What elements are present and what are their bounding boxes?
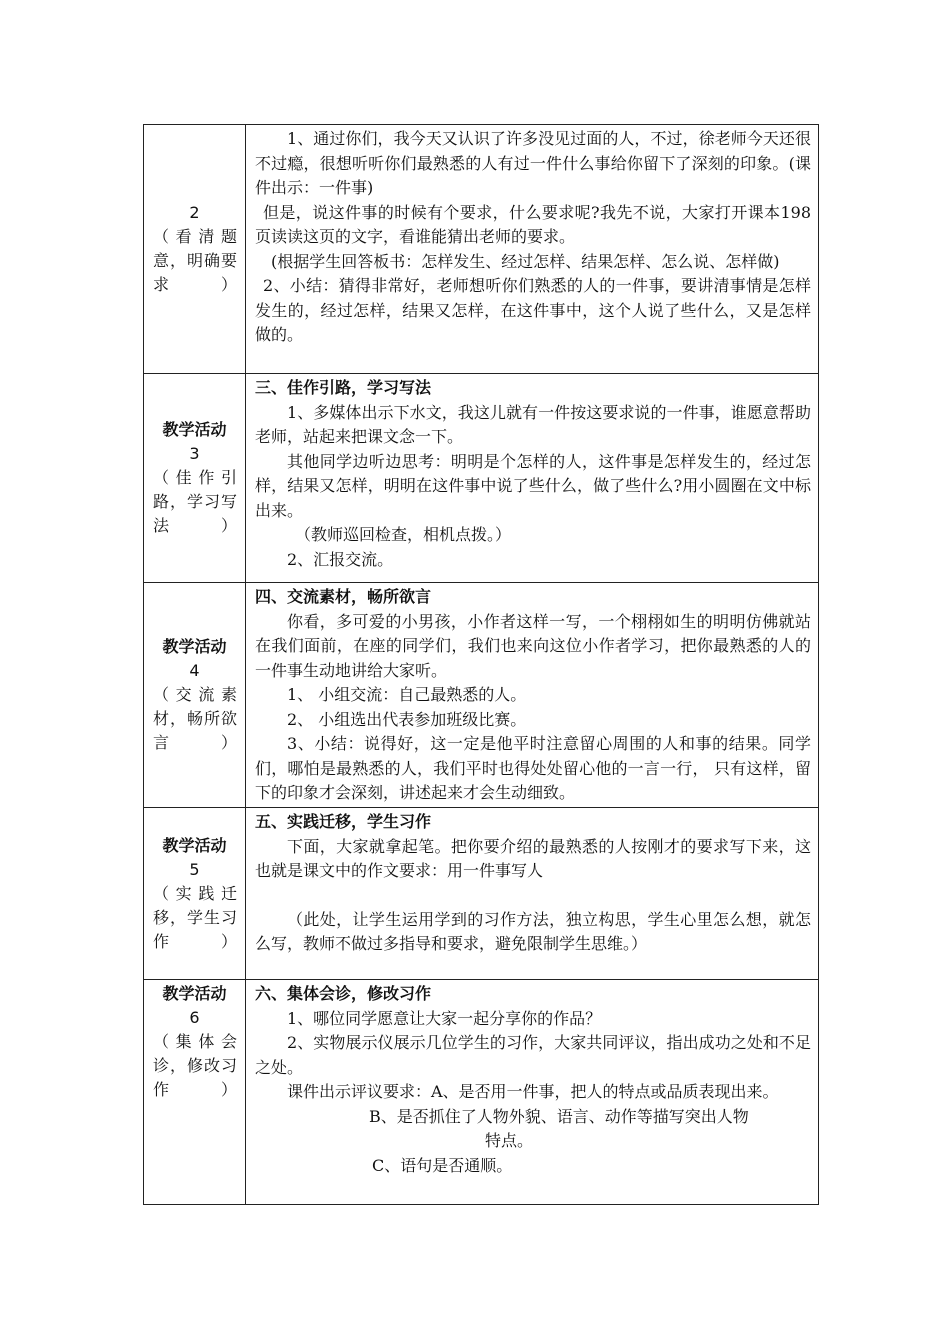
section-heading: 五、实践迁移，学生习作: [255, 812, 432, 831]
paragraph: 其他同学边听边思考：明明是个怎样的人，这件事是怎样发生的，经过怎样，结果又怎样，明明在这件事中说了些什么，做了些什么?用小圆圈在文中标出来。: [255, 451, 811, 520]
table-row: [144, 374, 819, 583]
paragraph: 你看，多可爱的小男孩，小作者这样一写，一个栩栩如生的明明仿佛就站在我们面前，在座的同学们，我们也来向这位小作者学习，把你最熟悉的人的一件事生动地讲给大家听。: [255, 611, 811, 680]
table-row: [144, 583, 819, 808]
activity-subtitle: （集体会诊，修改习作）: [153, 1032, 237, 1099]
paragraph: （教师巡回检查，相机点拨。）: [295, 525, 512, 544]
activity-label: 教学活动: [162, 984, 227, 1003]
activity-subtitle: （佳作引路，学习写法）: [153, 468, 237, 535]
activity-subtitle: （交流素材，畅所欲言）: [153, 685, 237, 752]
activity-content-cell: [246, 125, 819, 374]
section-heading: 六、集体会诊，修改习作: [255, 984, 432, 1003]
activity-label-cell: [144, 980, 246, 1205]
spacer: [255, 884, 811, 908]
paragraph: 2、汇报交流。: [287, 549, 394, 569]
paragraph: 3、小结：说得好，这一定是他平时注意留心周围的人和事的结果。同学们，哪怕是最熟悉的人，我们平时也得处处留心他的一言一行， 只有这样，留下的印象才会深刻，讲述起来才会生动细致。: [255, 734, 811, 802]
activity-subtitle: （看清题意，明确要求）: [153, 227, 237, 294]
criterion-c: C、语句是否通顺。: [372, 1155, 513, 1175]
activity-label-cell: [144, 583, 246, 808]
activity-subtitle: （实践迁移，学生习作）: [153, 883, 237, 951]
activity-label: 教学活动: [162, 835, 227, 855]
table-row: [144, 980, 819, 1205]
table-row: [144, 808, 819, 980]
activity-content-cell: [246, 374, 819, 583]
paragraph: 课件出示评议要求：A、是否用一件事，把人的特点或品质表现出来。: [287, 1082, 779, 1101]
section-heading: 三、佳作引路，学习写法: [255, 378, 432, 397]
criterion-b: B、是否抓住了人物外貌、语言、动作等描写突出人物: [369, 1106, 749, 1126]
activity-label: 教学活动: [162, 420, 227, 439]
paragraph: 下面，大家就拿起笔。把你要介绍的最熟悉的人按刚才的要求写下来，这也就是课文中的作文要求：用一件事写人: [255, 836, 811, 880]
activity-number: 2: [189, 203, 200, 222]
paragraph: 1、通过你们，我今天又认识了许多没见过面的人，不过，徐老师今天还很不过瘾，很想听听你们最熟悉的人有过一件什么事给你留下了深刻的印象。(课件出示：一件事): [255, 129, 811, 197]
activity-number: 6: [189, 1008, 200, 1027]
paragraph: (根据学生回答板书：怎样发生、经过怎样、结果怎样、怎么说、怎样做): [271, 251, 780, 271]
paragraph: 2、 小组选出代表参加班级比赛。: [287, 709, 527, 729]
paragraph: 1、哪位同学愿意让大家一起分享你的作品？: [287, 1008, 602, 1028]
activity-label-cell: [144, 125, 246, 374]
paragraph: 1、 小组交流：自己最熟悉的人。: [287, 685, 527, 704]
paragraph: 2、实物展示仪展示几位学生的习作，大家共同评议，指出成功之处和不足之处。: [255, 1033, 811, 1077]
paragraph: 1、多媒体出示下水文，我这儿就有一件按这要求说的一件事，谁愿意帮助老师，站起来把课文念一下。: [255, 402, 811, 446]
activity-content-cell: [246, 980, 819, 1205]
section-heading: 四、交流素材，畅所欲言: [255, 587, 432, 606]
paragraph: （此处，让学生运用学到的习作方法，独立构思，学生心里怎么想，就怎么写，教师不做过多指导和要求，避免限制学生思维。）: [255, 909, 811, 953]
activity-label: 教学活动: [162, 637, 227, 656]
table-row: [144, 125, 819, 374]
lesson-plan-table: [143, 124, 819, 1205]
activity-number: 5: [189, 859, 200, 879]
activity-label-cell: [144, 374, 246, 583]
paragraph: 但是，说这件事的时候有个要求，什么要求呢?我先不说，大家打开课本198页读读这页的文字，看谁能猜出老师的要求。: [255, 202, 811, 246]
activity-content-cell: [246, 583, 819, 808]
activity-number: 4: [189, 661, 200, 680]
activity-content-cell: [246, 808, 819, 980]
activity-label-cell: [144, 808, 246, 980]
criterion-b-continued: 特点。: [485, 1131, 534, 1150]
paragraph: 2、小结：猜得非常好，老师想听你们熟悉的人的一件事，要讲清事情是怎样发生的，经过怎样，结果又怎样，在这件事中，这个人说了些什么，又是怎样做的。: [255, 276, 811, 344]
activity-number: 3: [189, 444, 200, 463]
